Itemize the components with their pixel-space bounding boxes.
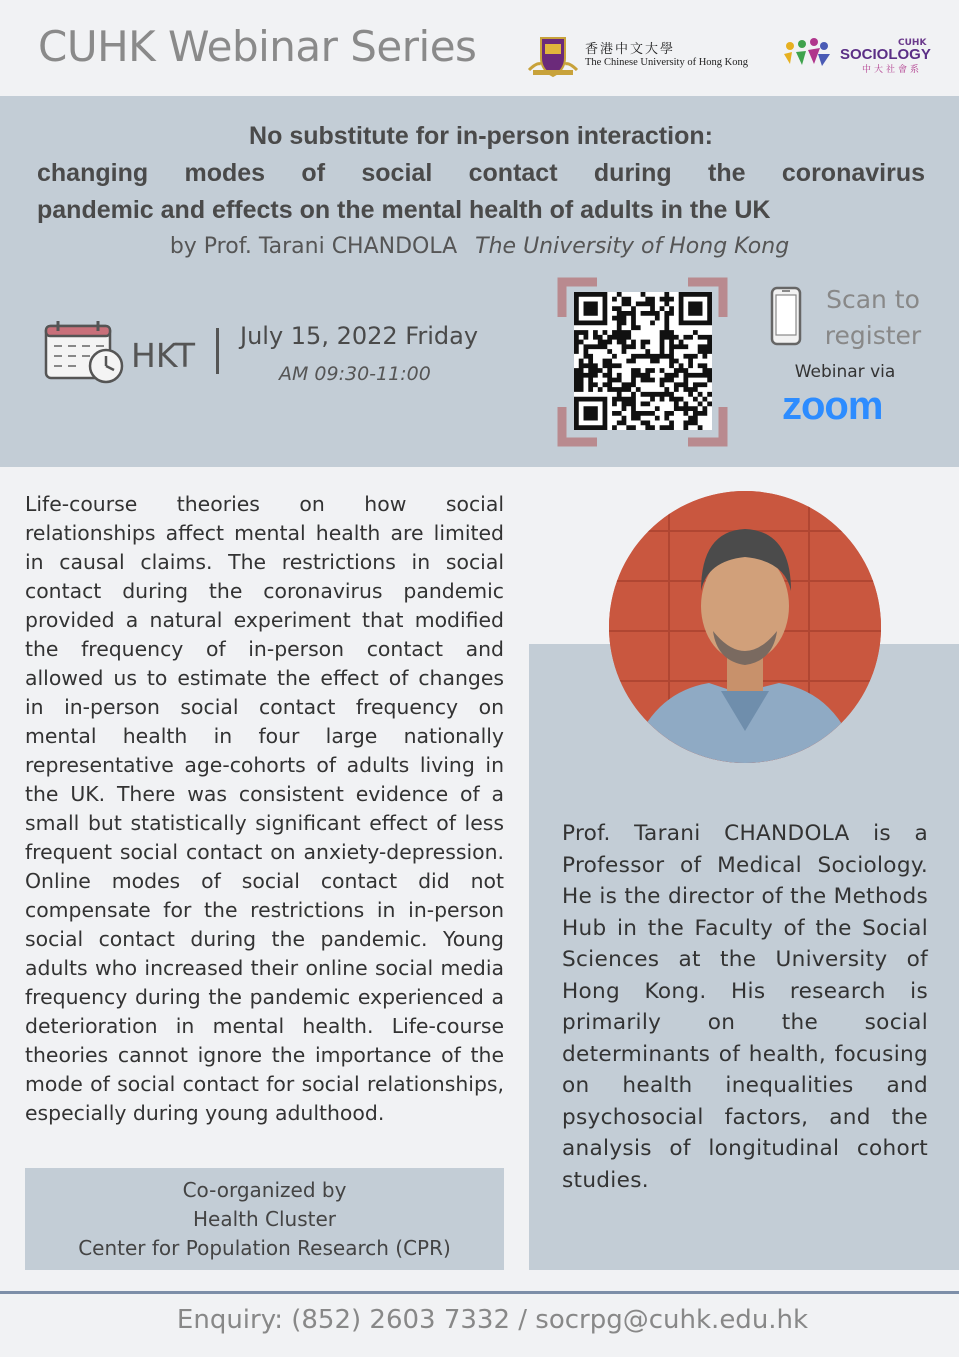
speaker-name: by Prof. Tarani CHANDOLA [169,234,458,259]
event-time: AM 09:30-11:00 [279,363,431,385]
scan-to-register-text: Scan to register [824,285,922,350]
coorganizer-text [25,1176,504,1263]
talk-title [37,118,925,229]
zoom-logo: zoom [782,384,883,428]
registration-qr-code[interactable] [574,292,712,430]
talk-title-line-2: changing modes of social contact during the coronavirus [37,159,925,187]
sociology-chinese-name: 中大社會系 [862,65,923,75]
cuhk-crest-logo [527,36,579,78]
series-title: CUHK Webinar Series [38,22,477,71]
coorganizer-heading: Co-organized by [182,1178,347,1202]
cuhk-english-name: The Chinese University of Hong Kong [585,57,749,68]
speaker-bio: Prof. Tarani CHANDOLA is a Professor of Medical Sociology. He is the director of the Methods Hub in the Faculty of the Social Sciences at the University of Hong Kong. His research is primarily on the social determinants of health, focusing on health inequalities and psychosocial factors, and the analysis of longitudinal cohort studies. [562,821,928,1193]
footer-divider [0,1291,959,1294]
coorganizer-2: Center for Population Research (CPR) [78,1236,451,1260]
sociology-name: SOCIOLOGY [840,46,931,63]
speaker-line [0,234,959,259]
phone-icon [770,286,802,346]
sociology-cuhk-label: CUHK [898,38,927,48]
abstract-text: Life-course theories on how social relationships affect mental health are limited in causal claims. The restrictions in social contact during the coronavirus pandemic provided a natural experiment that modified the frequency of in-person contact and allowed us to estimate the effect of changes in in-person social contact frequency on mental health in four large nationally representative age-cohorts of adults living in the UK. There was consistent evidence of a small but statistically significant effect of less frequent social contact on anxiety-depression. Online modes of social contact did not compensate for the restrictions in in-person social contact during the pandemic. Young adults who increased their online social media frequency during the pandemic experienced a deterioration in mental health. Life-course theories cannot ignore the importance of the mode of social contact for social relationships, especially during young adulthood. [25,492,504,1125]
event-date: July 15, 2022 Friday [240,322,479,350]
timezone-label: HKT [131,336,196,375]
header [0,0,959,96]
talk-title-line-3: pandemic and effects on the mental health of adults in the UK [37,196,771,224]
enquiry-contact: Enquiry: (852) 2603 7332 / socrpg@cuhk.edu.hk [176,1305,809,1335]
calendar-clock-icon [44,320,126,384]
cuhk-chinese-name: 香港中文大學 [585,42,676,57]
timezone-divider [216,328,219,374]
coorganizer-1: Health Cluster [192,1207,337,1231]
webinar-via-label: Webinar via [794,362,896,382]
talk-title-line-1: No substitute for in-person interaction: [249,122,713,150]
speaker-university: The University of Hong Kong [475,234,790,259]
speaker-photo [609,491,881,763]
sociology-logo [780,36,832,76]
